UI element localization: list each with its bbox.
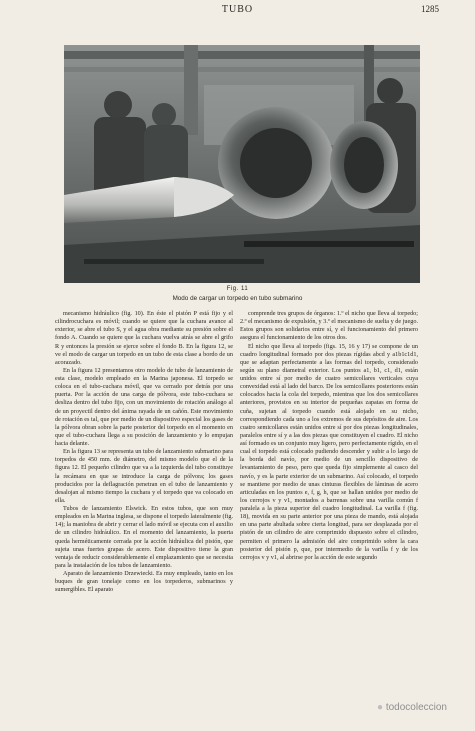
paragraph: Aparato de lanzamiento Drzewiecki. Es muy empleado, tanto en los buques de gran tonelaje como en los torpederos, submarinos y sumergibles. El aparato: [55, 570, 233, 594]
figure-caption: Modo de cargar un torpedo en tubo submarino: [172, 295, 303, 302]
text-column-right: [240, 310, 418, 562]
figure-number: Fig. 11: [226, 286, 249, 292]
page-header: [36, 4, 439, 20]
paragraph: mecanismo hidráulico (fig. 10). En éste el pistón P está fijo y el cilindrocuchara es móvil; cuando se quiere que la cuchara avance al exterior, se abre el tubo S, y el agua obra mediante su presión sobre el fondo A. Cuando se quiere que la cuchara vuelva atrás se abre el grifo R y entonces la presión se ejerce sobre el fondo B. En la figura 12, se ve el modo de cargar un torpedo en un tubo de esta clase a bordo de un acorazado.: [55, 310, 233, 366]
watermark: [377, 702, 447, 713]
watermark-logo-icon: ●: [377, 702, 384, 713]
torpedo-loading-illustration: [64, 45, 420, 283]
text-column-left: [55, 310, 233, 594]
paragraph: comprende tres grupos de órganos: 1.º el nicho que lleva al torpedo; 2.º el mecanismo de expulsión, y 3.º el mecanismo de suelta y de juego. Estos grupos son solidarios entre sí, y el funcionamiento del primero asegura el funcionamiento de los otros dos.: [240, 310, 418, 342]
paragraph: El nicho que lleva al torpedo (figs. 15, 16 y 17) se compone de un cuadro longitudinal formado por dos piezas rígidas abcd y a1b1c1d1, que se adaptan perfectamente a las formas del torpedo, considerado según su plano diametral exterior. Los puntos a1, b1, c1, d1, están unidos entre sí por medio de cuatro semicollares verticales cuya convexidad está al lado del barco. De los semicollares posteriores están colocados hacia la cola del torpedo, mientras que los dos semicollares anteriores, provistos en su interior de pequeñas zapatas en forma de cuña, sujetan al torpedo cuando está alojado en su nicho, correspondiendo cada uno a los extremos de sus depósitos de aire. Los cuatro semicollares están unidos entre sí por dos piezas longitudinales, paralelos entre sí y a las dos piezas que constituyen el cuadro. El nicho así formado es un conjunto muy ligero, pero perfectamente rígido, en el cual el torpedo está colocado pudiendo descender y subir a lo largo de la borda del navío, por medio de un sencillo dispositivo de levantamiento de peso, pero que queda fijo simplemente al casco del navío, y es la parte exterior de un submarino. Así colocado, el torpedo se mantiene por medio de unas cinturas flexibles de láminas de acero articuladas en los puntos e, f, g, h, que se hallan unidos por medio de los cerrojos v y v1, montados a barrenas sobre una varilla común f paralela a la pieza superior del cuadro longitudinal. La varilla f (fig. 18), movida en su parte anterior por una pieza de mando, está alojada en una parte abultada sobre cierta longitud, para ser desplazada por el pistón de un cilindro de aire comprimido dispuesto sobre el cilindro, permiten el primero la admisión del aire comprimido sobre la cara posterior del pistón p, que, por intermedio de la varilla f y de los cerrojos v y v1, al abrirse por la acción de este segundo: [240, 342, 418, 561]
paragraph: Tubos de lanzamiento Elswick. En estos tubos, que son muy empleados en la Marina inglesa, se dispone el torpedo lateralmente (fig. 14); la maniobra de abrir y cerrar el lado móvil se ejecuta con el auxilio de un cilindro hidráulico. En el momento del lanzamiento, la puerta queda herméticamente cerrada por la acción hidráulica del pistón, que sujeta unas fuertes grapas de acero. Este dispositivo tiene la gran ventaja de reducir considerablemente el emplazamiento que se necesita para la instalación de los tubos de lanzamiento.: [55, 505, 233, 569]
watermark-text: todocoleccion: [385, 702, 447, 713]
engraving-figure: [64, 45, 420, 283]
paragraph: En la figura 13 se representa un tubo de lanzamiento submarino para torpedos de 450 mm. de diámetro, del mismo modelo que el de la figura 12. El pequeño cilindro que va a la izquierda del tubo constituye la recámara en que se introduce la carga de pólvora; los gases producidos por la deflagración penetran en el tubo de lanzamiento y desalojan al mismo tiempo la cuchara y el torpedo que va colocado en ella.: [55, 448, 233, 504]
paragraph: En la figura 12 presentamos otro modelo de tubo de lanzamiento de esta clase, modelo empleado en la Marina japonesa. El torpedo se coloca en el tubo-cuchara móvil, que va cerrado por detrás por una puerta. Por la acción de una carga de pólvora, este tubo-cuchara se desliza dentro del tubo fijo, con un movimiento de rotación análogo al de un proyectil dentro del ánima rayada de un cañón. Este movimiento de rotación es tal, que por medio de un dispositivo especial los gases de la pólvora obran sobre la parte posterior del torpedo en el momento en que el tubo-cuchara llega a su posición de lanzamiento y lo empujan hacia delante.: [55, 366, 233, 447]
running-title: TUBO: [221, 4, 254, 15]
page-number: 1285: [421, 4, 439, 14]
